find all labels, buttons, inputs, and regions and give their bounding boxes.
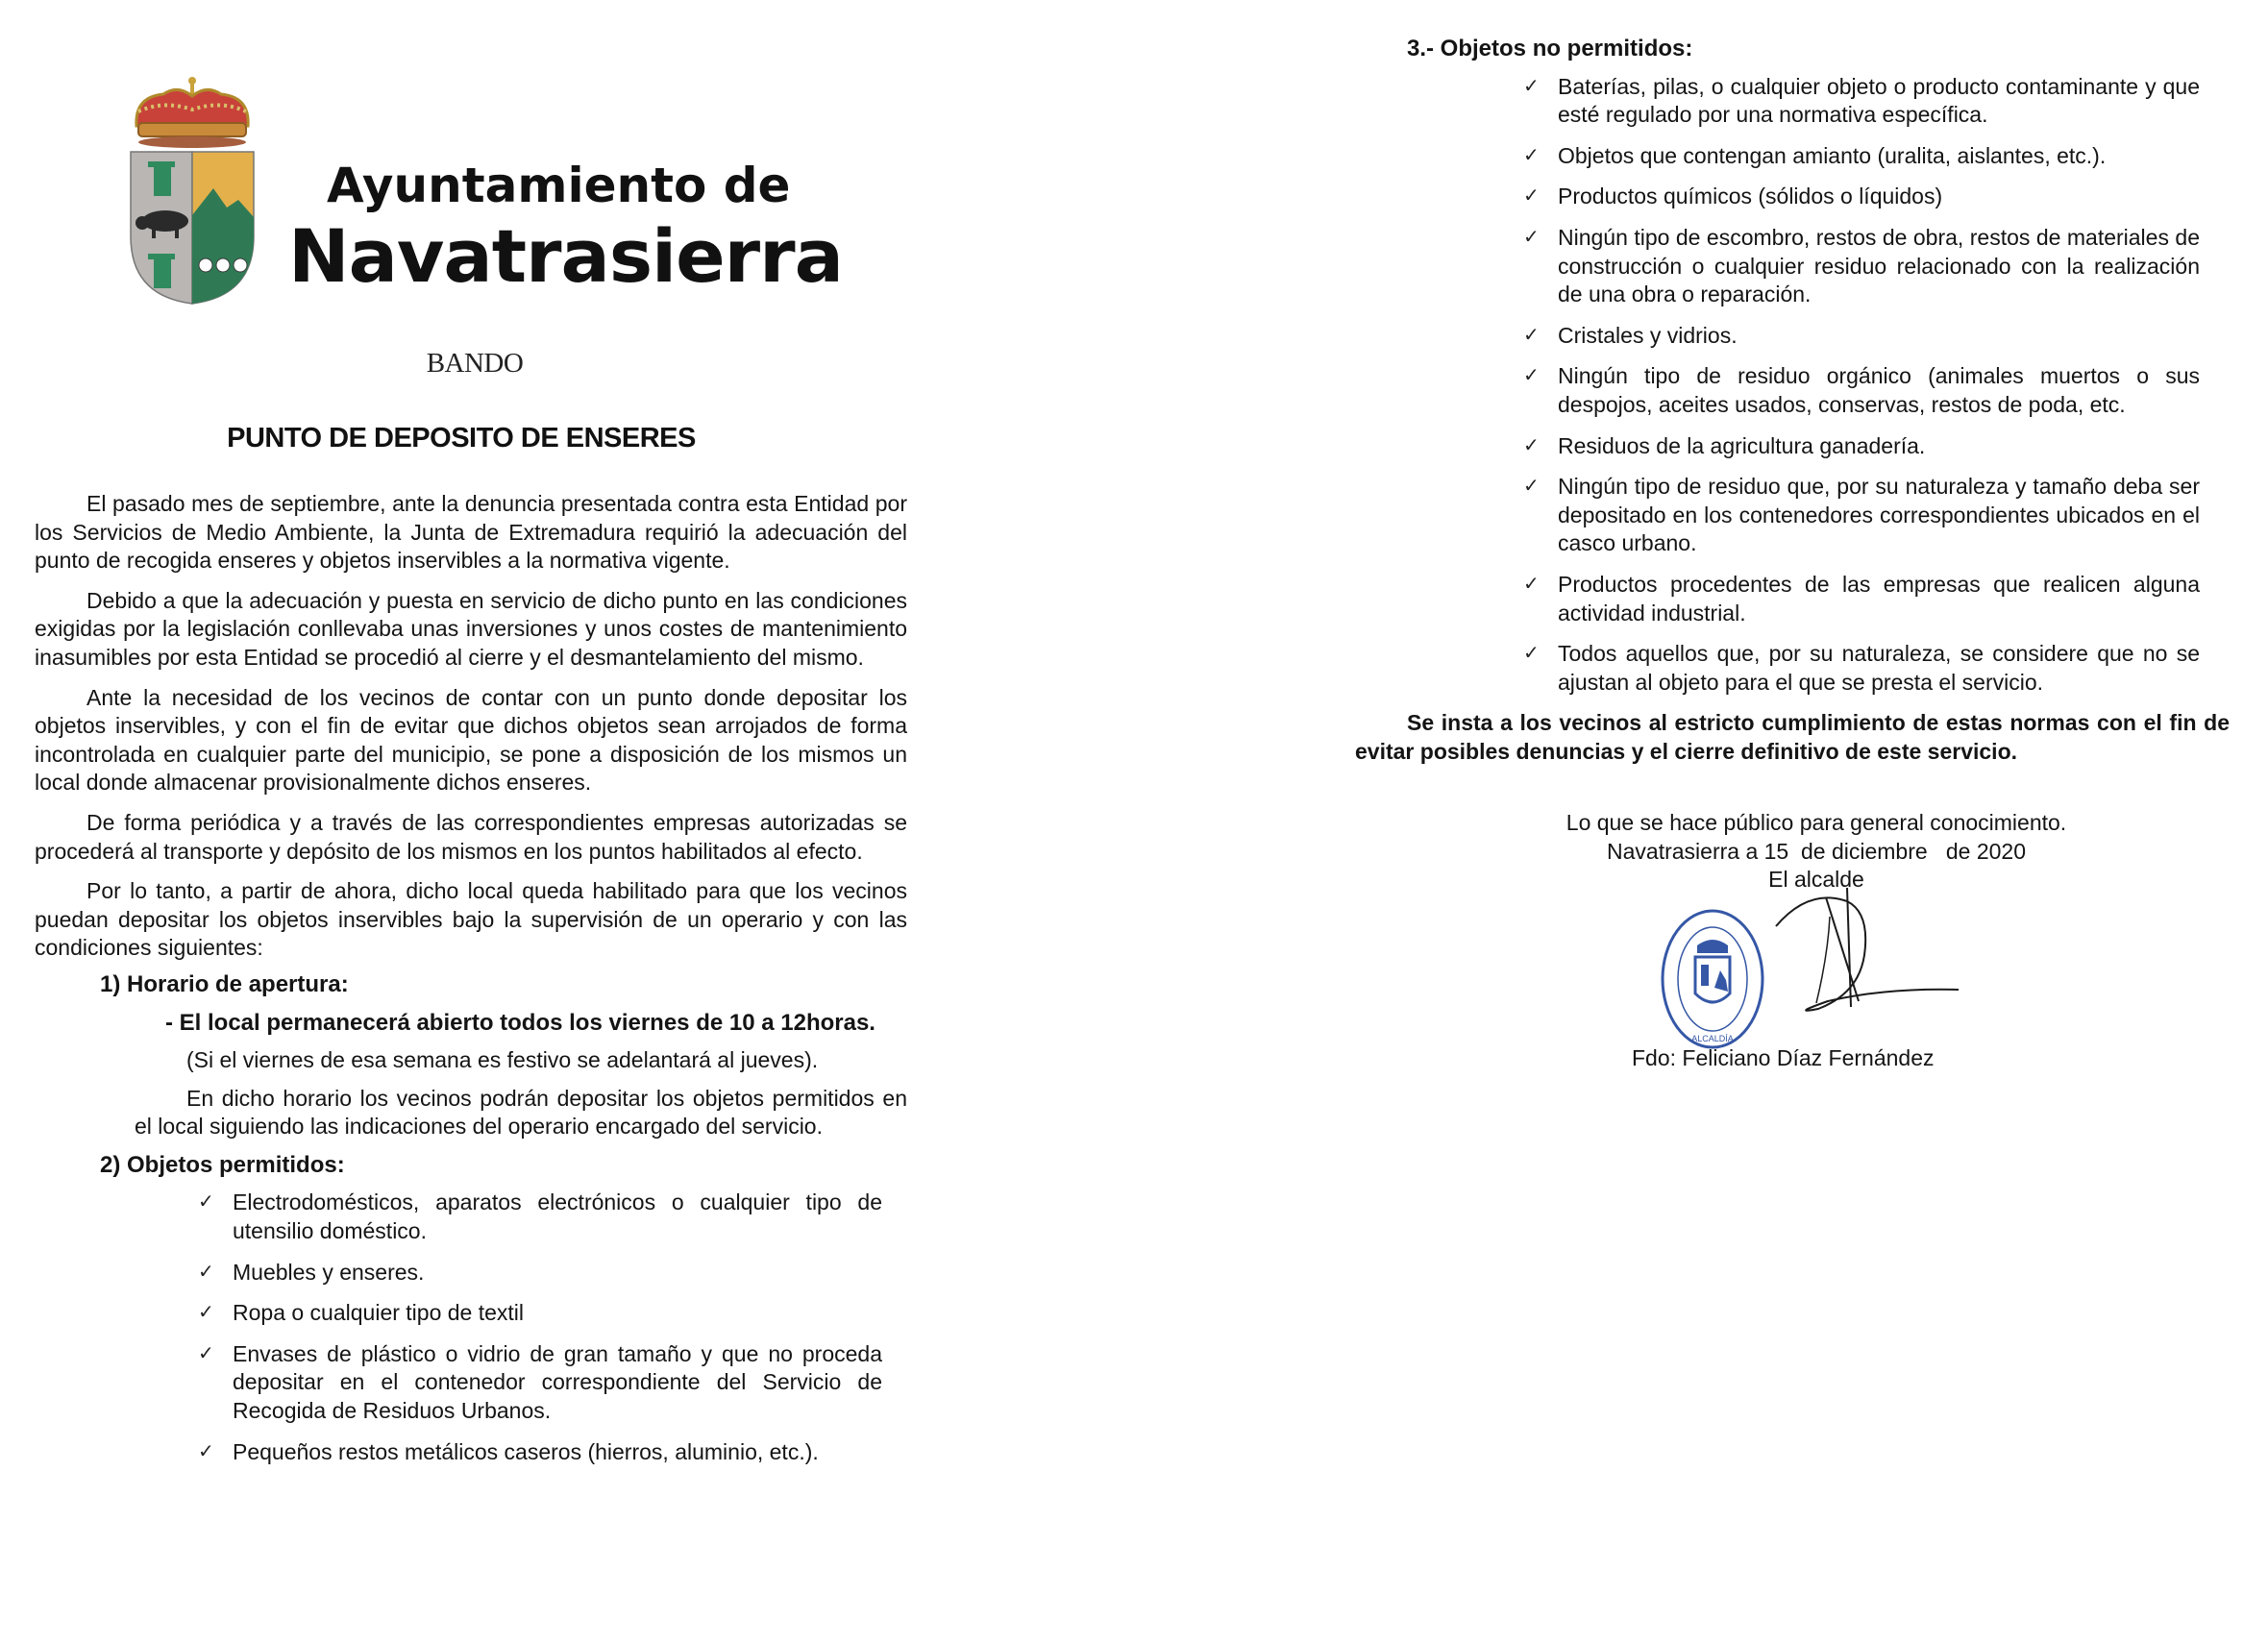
list-item: ✓ Productos procedentes de las empresas que realicen alguna actividad industrial. [1523,571,2200,625]
list-item: ✓ Baterías, pilas, o cualquier objeto o producto contaminante y que esté regulado por una normativa específica. [1523,73,2200,128]
list-item: ✓ Cristales y vidrios. [1523,322,2200,351]
paragraph: Debido a que la adecuación y puesta en servicio de dicho punto en las condiciones exigidas por la legislación conllevaba unas inversiones y unos costes de mantenimiento inasumibles por esta Entidad se procedió al cierre y el desmantelamiento del mismo. [35,587,907,670]
forbidden-items-list [1523,73,2200,698]
list-item: ✓ Productos químicos (sólidos o líquidos) [1523,183,2200,211]
signature-block [1499,809,2133,895]
holiday-note: (Si el viernes de esa semana es festivo se adelantará al jueves). [186,1047,819,1073]
check-icon: ✓ [1523,226,1540,248]
municipality-header-line2: Navatrasierra [288,213,843,299]
document-type: BANDO [426,348,524,379]
section-heading-forbidden-items: 3.- Objetos no permitidos: [1407,36,1693,61]
opening-hours: - El local permanecerá abierto todos los viernes de 10 a 12horas. [165,1009,875,1036]
allowed-items-list [198,1189,882,1466]
opening-hours-detail: En dicho horario los vecinos podrán depositar los objetos permitidos en el local siguiendo las indicaciones del operario encargado del servicio. [135,1085,907,1140]
list-item: ✓ Electrodomésticos, aparatos electrónicos o cualquier tipo de utensilio doméstico. [198,1189,882,1244]
closing-paragraph: Se insta a los vecinos al estricto cumplimiento de estas normas con el fin de evitar posibles denuncias y el cierre definitivo de este servicio. [1355,710,2230,764]
list-item: ✓ Ropa o cualquier tipo de textil [198,1299,882,1328]
list-item: ✓ Objetos que contengan amianto (uralita, aislantes, etc.). [1523,142,2200,171]
list-item: ✓ Ningún tipo de escombro, restos de obra, restos de materiales de construcción o cualquier residuo relacionado con la realización de una obra o reparación. [1523,224,2200,307]
check-icon: ✓ [1523,643,1540,665]
paragraph: El pasado mes de septiembre, ante la denuncia presentada contra esta Entidad por los Servicios de Medio Ambiente, la Junta de Extremadura requirió la adecuación del punto de recogida enseres y objetos inservibles a la normativa vigente. [35,491,907,574]
check-icon: ✓ [1523,365,1540,387]
check-icon: ✓ [1523,75,1540,97]
check-icon: ✓ [1523,573,1540,595]
public-notice: Lo que se hace público para general conocimiento. [1565,810,2067,835]
section-heading-allowed-items: 2) Objetos permitidos: [100,1151,345,1178]
signed-by: Fdo: Feliciano Díaz Fernández [1632,1045,1935,1070]
right-column [1355,35,2230,777]
list-item: ✓ Muebles y enseres. [198,1259,882,1287]
municipality-header-line1: Ayuntamiento de [327,158,791,213]
list-item: ✓ Residuos de la agricultura ganadería. [1523,432,2200,461]
check-icon: ✓ [198,1440,214,1462]
section-heading-opening-hours: 1) Horario de apertura: [100,970,349,997]
check-icon: ✓ [198,1261,214,1283]
check-icon: ✓ [198,1302,214,1324]
document-title: PUNTO DE DEPOSITO DE ENSERES [227,423,696,454]
check-icon: ✓ [1523,185,1540,208]
list-item: ✓ Pequeños restos metálicos caseros (hierros, aluminio, etc.). [198,1438,882,1467]
check-icon: ✓ [1523,144,1540,166]
signature-scribble-icon [1770,888,1962,1022]
check-icon: ✓ [1523,324,1540,346]
list-item: ✓ Todos aquellos que, por su naturaleza, se considere que no se ajustan al objeto para el que se presta el servicio. [1523,641,2200,695]
signer-role: El alcalde [1768,867,1864,893]
check-icon: ✓ [1523,434,1540,456]
coat-of-arms-icon [125,73,259,308]
list-item: ✓ Envases de plástico o vidrio de gran tamaño y que no proceda depositar en el contenedor correspondiente del Servicio de Recogida de Residuos Urbanos. [198,1340,882,1424]
paragraph: Por lo tanto, a partir de ahora, dicho local queda habilitado para que los vecinos puedan depositar los objetos inservibles bajo la supervisión de un operario y con las condiciones siguientes: [35,878,907,961]
check-icon: ✓ [198,1191,214,1214]
place-and-date: Navatrasierra a 15 de diciembre de 2020 [1607,838,2026,864]
svg-text:ALCALDÍA: ALCALDÍA [1691,1034,1734,1043]
check-icon: ✓ [198,1342,214,1364]
list-item: ✓ Ningún tipo de residuo orgánico (animales muertos o sus despojos, aceites usados, conservas, restos de poda, etc. [1523,363,2200,417]
intro-paragraphs [35,490,907,1479]
list-item: ✓ Ningún tipo de residuo que, por su naturaleza y tamaño deba ser depositado en los contenedores correspondientes ubicados en el casco urbano. [1523,474,2200,556]
paragraph: De forma periódica y a través de las correspondientes empresas autorizadas se procederá al transporte y depósito de los mismos en los puntos habilitados al efecto. [35,809,907,864]
check-icon: ✓ [1523,476,1540,498]
official-stamp-icon [1659,907,1766,1051]
paragraph: Ante la necesidad de los vecinos de contar con un punto donde depositar los objetos inservibles, y con el fin de evitar que dichos objetos sean arrojados de forma incontrolada en cualquier parte del municipio, se pone a disposición de los mismos un local donde almacenar provisionalmente dichos enseres. [35,684,907,796]
